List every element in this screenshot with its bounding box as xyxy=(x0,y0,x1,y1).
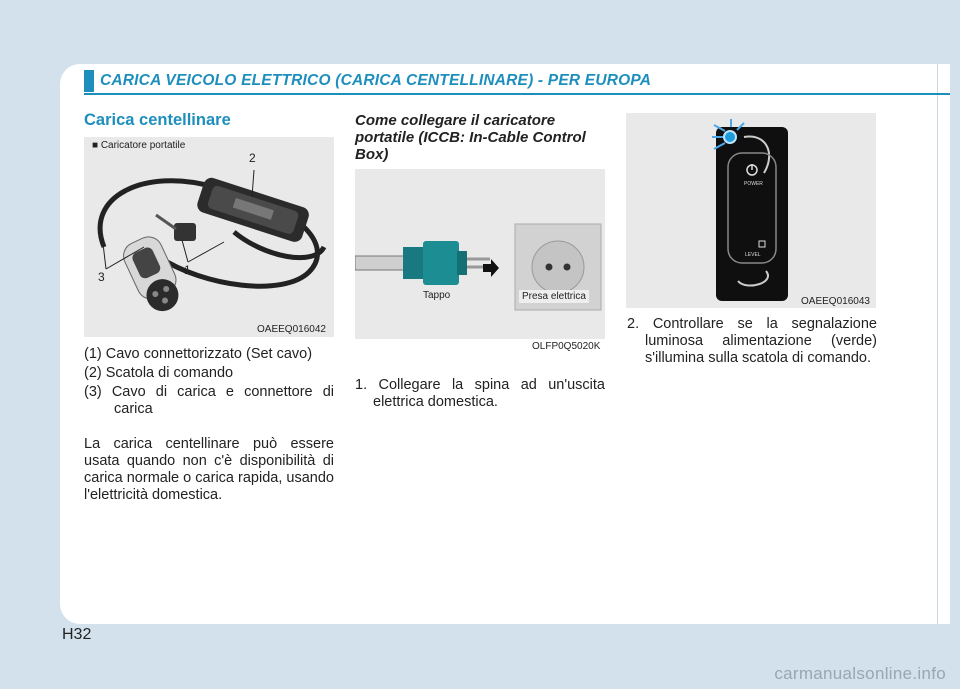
header-rule xyxy=(84,93,950,95)
power-label: POWER xyxy=(744,181,763,187)
subsection-heading: Carica centellinare xyxy=(84,111,231,129)
margin-line xyxy=(937,64,938,624)
callout-2: 2 xyxy=(249,151,256,165)
page-number: H32 xyxy=(62,626,92,643)
component-list xyxy=(84,346,334,418)
cap-label: Tappo xyxy=(423,290,451,301)
plug-socket-figure xyxy=(355,169,605,339)
section-title: CARICA VEICOLO ELETTRICO (CARICA CENTELLINARE) - PER EUROPA xyxy=(100,72,652,89)
figure-label: ■ Caricatore portatile xyxy=(92,140,186,151)
list-item: (3) Cavo di carica e connettore di carica xyxy=(84,384,334,417)
portable-charger-illustration xyxy=(84,137,334,337)
plug-illustration xyxy=(355,169,605,339)
figure-code: OAEEQ016043 xyxy=(801,296,870,307)
watermark: carmanualsonline.info xyxy=(774,664,946,683)
control-box-figure xyxy=(626,113,876,308)
component-list-container xyxy=(84,346,334,504)
step-2-container xyxy=(627,316,877,367)
step-2: 2. Controllare se la segnalazione luminosa alimentazione (verde) s'illumina sulla scatola di comando. xyxy=(627,316,877,366)
control-box-illustration xyxy=(626,113,876,308)
socket-label: Presa elettrica xyxy=(519,290,589,303)
header-accent xyxy=(84,70,94,92)
step-1: 1. Collegare la spina ad un'uscita elettrica domestica. xyxy=(355,377,605,410)
step-1-container xyxy=(355,377,605,411)
list-item: (2) Scatola di comando xyxy=(84,365,234,381)
figure-code: OLFP0Q5020K xyxy=(532,341,601,352)
callout-3: 3 xyxy=(98,270,105,284)
callout-1: 1 xyxy=(184,263,191,277)
body-paragraph: La carica centellinare può essere usata quando non c'è disponibilità di carica normale o carica rapida, usando l'elettricità domestica. xyxy=(84,436,334,503)
subsection-heading-italic: Come collegare il caricatore portatile (ICCB: In-Cable Control Box) xyxy=(355,112,586,163)
list-item: (1) Cavo connettorizzato (Set cavo) xyxy=(84,346,313,362)
level-label: LEVEL xyxy=(745,252,761,258)
portable-charger-figure xyxy=(84,137,334,337)
figure-code: OAEEQ016042 xyxy=(257,324,326,335)
